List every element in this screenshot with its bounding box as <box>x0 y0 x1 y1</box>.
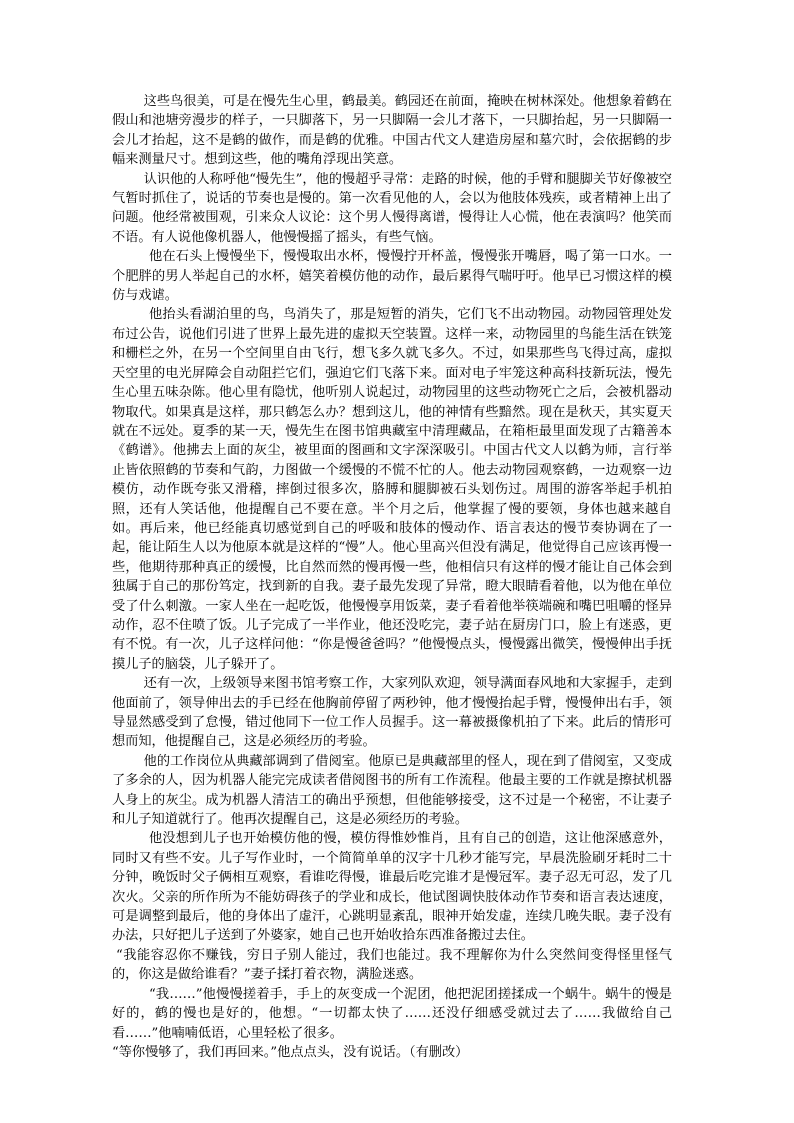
paragraph-8: “我能容忍你不赚钱，穷日子别人能过，我们也能过。我不理解你为什么突然间变得怪里怪气的，你这是做给谁看？”妻子揉打着衣物，满脸迷惑。 <box>112 947 672 983</box>
paragraph-9: “我……”他慢慢搓着手，手上的灰变成一个泥团，他把泥团搓揉成一个蜗牛。蜗牛的慢是好的，鹤的慢也是好的，他想。“一切都太快了……还没仔细感受就过去了……我做给自己看……”他喃喃低语，心里轻松了很多。 <box>112 986 672 1041</box>
paragraph-7: 他没想到儿子也开始模仿他的慢，模仿得惟妙惟肖，且有自己的创造，这让他深感意外，同时又有些不安。儿子写作业时，一个简简单单的汉字十几秒才能写完，早晨洗脸刷牙耗时二十分钟，晚饭时父子俩相互观察，看谁吃得慢，谁最后吃完谁才是慢冠军。妻子忍无可忍，发了几次火。父亲的所作所为不能妨碍孩子的学业和成长，他试图调快肢体动作节奏和语言表达速度，可是调整到最后，他的身体出了虚汗，心跳明显紊乱，眼神开始发虚，连续几晚失眠。妻子没有办法，只好把儿子送到了外婆家，她自己也开始收拾东西准备搬过去住。 <box>112 831 672 944</box>
paragraph-5: 还有一次，上级领导来图书馆考察工作，大家列队欢迎，领导满面春风地和大家握手，走到他面前了，领导伸出去的手已经在他胸前停留了两秒钟，他才慢慢抬起手臂，慢慢伸出右手，领导显然感受到了怠慢，错过他同下一位工作人员握手。这一幕被摄像机拍了下来。此后的情形可想而知，他提醒自己，这是必须经历的考验。 <box>112 676 672 750</box>
paragraph-3: 他在石头上慢慢坐下，慢慢取出水杯，慢慢拧开杯盖，慢慢张开嘴唇，喝了第一口水。一个肥胖的男人举起自己的水杯，嬉笑着模仿他的动作，最后累得气喘吁吁。他早已习惯这样的模仿与戏谑。 <box>112 249 672 304</box>
paragraph-4: 他抬头看湖泊里的鸟，鸟消失了，那是短暂的消失，它们飞不出动物园。动物园管理处发布过公告，说他们引进了世界上最先进的虚拟天空装置。这样一来，动物园里的鸟能生活在铁笼和栅栏之外，在另一个空间里自由飞行，想飞多久就飞多久。不过，如果那些鸟飞得过高，虚拟天空里的电光屏障会自动阻拦它们，强迫它们飞落下来。面对电子牢笼这种高科技新玩法，慢先生心里五味杂陈。他心里有隐忧，他听别人说起过，动物园里的这些动物死亡之后，会被机器动物取代。如果真是这样，那只鹤怎么办？想到这儿，他的神情有些黯然。现在是秋天，其实夏天就在不远处。夏季的某一天，慢先生在图书馆典藏室中清理藏品，在箱柜最里面发现了古籍善本《鹤谱》。他拂去上面的灰尘，被里面的图画和文字深深吸引。中国古代文人以鹤为师，言行举止皆依照鹤的节奏和气韵，力图做一个缓慢的不慌不忙的人。他去动物园观察鹤，一边观察一边模仿，动作既夸张又滑稽，摔倒过很多次，胳膊和腿脚被石头划伤过。周围的游客举起手机拍照，还有人笑话他，他提醒自己不要在意。半个月之后，他掌握了慢的要领，身体也越来越自如。再后来，他已经能真切感觉到自己的呼吸和肢体的慢动作、语言表达的慢节奏协调在了一起，能让陌生人以为他原本就是这样的“慢”人。他心里高兴但没有满足，他觉得自己应该再慢一些，他期待那种真正的缓慢，比自然而然的慢再慢一些，他相信只有这样的慢才能让自己体会到独属于自己的那份笃定，找到新的自我。妻子最先发现了异常，瞪大眼睛看着他，以为他在单位受了什么刺激。一家人坐在一起吃饭，他慢慢享用饭菜，妻子看着他举筷端碗和嘴巴咀嚼的怪异动作，忍不住喷了饭。儿子完成了一半作业，他还没吃完，妻子站在厨房门口，脸上有迷惑，更有不悦。有一次，儿子这样问他：“你是慢爸爸吗？”他慢慢点头，慢慢露出微笑，慢慢伸出手抚摸儿子的脑袋，儿子躲开了。 <box>112 307 672 672</box>
paragraph-1: 这些鸟很美，可是在慢先生心里，鹤最美。鹤园还在前面，掩映在树林深处。他想象着鹤在假山和池塘旁漫步的样子，一只脚落下，另一只脚隔一会儿才落下，一只脚抬起，另一只脚隔一会儿才抬起，这不是鹤的做作，而是鹤的优雅。中国古代文人建造房屋和墓穴时，会依据鹤的步幅来测量尺寸。想到这些，他的嘴角浮现出笑意。 <box>112 94 672 168</box>
document-body <box>112 92 672 1062</box>
paragraph-10: “等你慢够了，我们再回来。”他点点头，没有说话。（有删改） <box>112 1044 469 1060</box>
paragraph-6: 他的工作岗位从典藏部调到了借阅室。他原已是典藏部里的怪人，现在到了借阅室，又变成了多余的人，因为机器人能完完成读者借阅图书的所有工作流程。他最主要的工作就是擦拭机器人身上的灰尘。成为机器人清洁工的确出乎预想，但他能够接受，这不过是一个秘密，不让妻子和儿子知道就行了。他再次提醒自己，这是必须经历的考验。 <box>112 753 672 828</box>
paragraph-2: 认识他的人称呼他“慢先生”，他的慢超乎寻常：走路的时候，他的手臂和腿脚关节好像被空气暂时抓住了，说话的节奏也是慢的。第一次看见他的人，会以为他肢体残疾，或者精神上出了问题。他经常被围观，引来众人议论：这个男人慢得离谱，慢得让人心慌，他在表演吗？他笑而不语。有人说他像机器人，他慢慢摇了摇头，有些气恼。 <box>112 171 672 245</box>
